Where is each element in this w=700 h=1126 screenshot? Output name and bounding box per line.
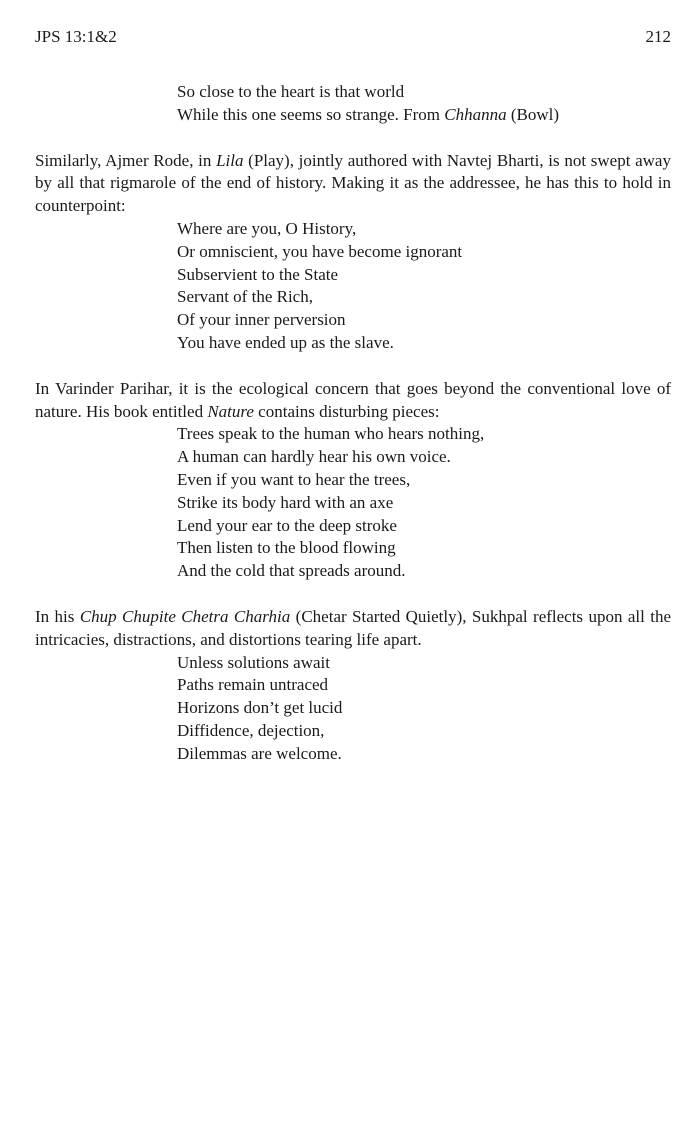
book-title: Chhanna — [444, 104, 507, 124]
verse-line: Or omniscient, you have become ignorant — [177, 241, 463, 261]
paragraph-varinder-parihar — [35, 378, 671, 424]
verse-line: Then listen to the blood flowing — [177, 538, 396, 558]
verse-trees — [177, 423, 671, 583]
verse-line: Subservient to the State — [177, 264, 339, 284]
paragraph-text: contains disturbing pieces: — [253, 401, 440, 421]
running-header — [35, 26, 671, 50]
verse-line: Horizons don’t get lucid — [177, 698, 343, 718]
verse-line: A human can hardly hear his own voice. — [177, 447, 451, 467]
page-number: 212 — [645, 27, 671, 46]
verse-line — [177, 104, 671, 127]
verse-line: Lend your ear to the deep stroke — [177, 515, 397, 535]
verse-line-text: While this one seems so strange. From — [177, 104, 445, 124]
verse-line: And the cold that spreads around. — [177, 561, 406, 581]
book-title: Chup Chupite Chetra Charhia — [79, 606, 291, 626]
article-body — [35, 81, 671, 766]
paragraph-text: (Play), jointly authored with Navtej Bharti, is not swept away by all that rigmarole of the end of history. Making it as the addressee, he has this to hold in counterpoint: — [35, 150, 671, 216]
paragraph-text: (Chetar Started Quietly), Sukhpal reflects upon all the intricacies, distractions, and distortions tearing life apart. — [35, 606, 672, 649]
book-title: Lila — [216, 150, 244, 170]
verse-line: So close to the heart is that world — [177, 82, 405, 101]
paragraph-text: In Varinder Parihar, it is the ecological concern that goes beyond the conventional love of nature. His book entitled — [35, 378, 671, 421]
verse-line: Where are you, O History, — [177, 218, 357, 238]
verse-line: Even if you want to hear the trees, — [177, 469, 411, 489]
paragraph-sukhpal — [35, 606, 671, 652]
verse-solutions — [177, 652, 671, 766]
paragraph-ajmer-rode — [35, 150, 671, 218]
verse-line: Of your inner perversion — [177, 310, 346, 330]
verse-line: Unless solutions await — [177, 652, 330, 672]
journal-citation: JPS 13:1&2 — [35, 27, 117, 46]
paragraph-text: In his — [35, 606, 80, 626]
book-title: Nature — [207, 401, 254, 421]
verse-history — [177, 218, 671, 355]
verse-line: You have ended up as the slave. — [177, 332, 394, 352]
verse-line: Dilemmas are welcome. — [177, 743, 342, 763]
verse-line: Diffidence, dejection, — [177, 720, 325, 740]
verse-line: Trees speak to the human who hears nothing, — [177, 424, 485, 444]
verse-line-text: (Bowl) — [506, 104, 560, 124]
verse-line: Strike its body hard with an axe — [177, 492, 394, 512]
paragraph-text: Similarly, Ajmer Rode, in — [35, 150, 217, 170]
verse-line: Paths remain untraced — [177, 675, 329, 695]
opening-verse — [177, 81, 671, 127]
verse-line: Servant of the Rich, — [177, 287, 313, 307]
